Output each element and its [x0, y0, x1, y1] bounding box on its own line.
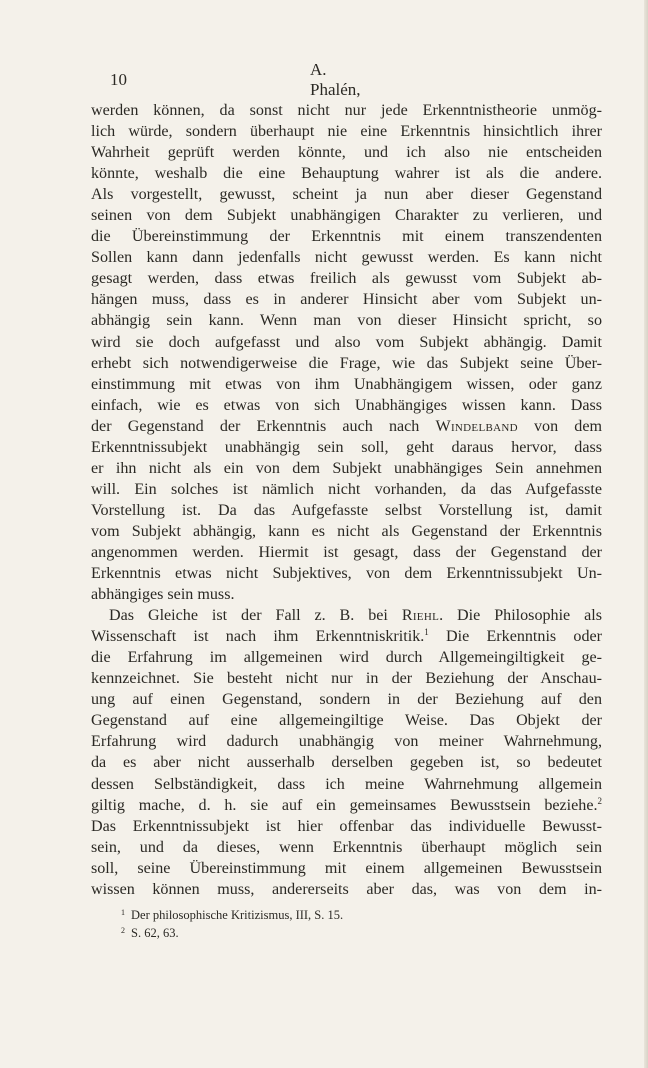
- text-fragment: Das Gleiche ist der Fall z. B. bei: [109, 607, 402, 625]
- text-line-footnote-2: [91, 795, 602, 816]
- text-line: abhängiges sein muss.: [91, 586, 235, 604]
- text-line: vom Subjekt abhängig, kann es nicht als Gegenstand der Erkenntnis: [91, 522, 602, 540]
- text-line: die Übereinstimmung der Erkenntnis mit einem transzendenten: [91, 228, 602, 246]
- footnote: [121, 906, 521, 924]
- text-line: gesagt werden, dass etwas freilich als gewusst vom Subjekt ab-: [91, 270, 602, 288]
- text-line: werden können, da sonst nicht nur jede Erkenntnistheorie unmög-: [91, 102, 602, 119]
- text-line: einfach, wie es etwas von sich Unabhängiges wissen kann. Dass: [91, 396, 602, 414]
- body-text: [91, 100, 602, 900]
- text-line: Erkenntnis etwas nicht Subjektives, von dem Erkenntnissubjekt Un-: [91, 565, 602, 583]
- text-fragment: Die Erkenntnis oder: [428, 628, 602, 646]
- text-line: seinen von dem Subjekt unabhängigen Charakter zu verlieren, und: [91, 207, 602, 225]
- footnote-number: 2: [121, 926, 125, 935]
- text-line: Vorstellung ist. Da das Aufgefasste selbst Vorstellung ist, damit: [91, 501, 602, 519]
- running-head-author: A. Phalén,: [310, 60, 361, 99]
- page-number: 10: [110, 70, 127, 89]
- text-line: soll, seine Übereinstimmung mit einem allgemeinen Bewusstsein: [91, 859, 602, 877]
- text-line: angenommen werden. Hiermit ist gesagt, dass der Gegenstand der: [91, 543, 602, 561]
- text-line: Gegenstand auf eine allgemeingiltige Weise. Das Objekt der: [91, 712, 602, 730]
- text-line-footnote-1: [91, 626, 602, 647]
- footnote-text: Der philosophische Kritizismus, III, S. 15.: [131, 908, 344, 922]
- footnote-mark[interactable]: 1: [424, 627, 429, 638]
- footnote: [121, 924, 521, 942]
- text-line: er ihn nicht als ein von dem Subjekt unabhängiges Sein annehmen: [91, 459, 602, 477]
- footnote-mark[interactable]: 2: [597, 795, 602, 806]
- text-fragment: der Gegenstand der Erkenntnis auch nach: [91, 417, 436, 435]
- text-line: Sollen kann dann jedenfalls nicht gewusst werden. Es kann nicht: [91, 249, 602, 267]
- text-line: wissen können muss, andererseits aber das, was von dem in-: [91, 880, 602, 898]
- text-line: Erkenntnissubjekt unabhängig sein soll, geht daraus hervor, dass: [91, 438, 602, 456]
- footnotes: [121, 906, 521, 942]
- text-fragment: . Die Philosophie als: [439, 607, 602, 625]
- text-line: erhebt sich notwendigerweise die Frage, wie das Subjekt seine Über-: [91, 354, 602, 372]
- text-line: sein, und da dieses, wenn Erkenntnis überhaupt möglich sein: [91, 838, 602, 856]
- text-line: kennzeichnet. Sie besteht nicht nur in der Beziehung der Anschau-: [91, 670, 602, 688]
- text-fragment: Wissenschaft ist nach ihm Erkenntniskritik.: [91, 628, 425, 646]
- text-line: dessen Selbständigkeit, dass ich meine Wahrnehmung allgemein: [91, 775, 602, 793]
- text-fragment: giltig mache, d. h. sie auf ein gemeinsames Bewusstsein beziehe.: [91, 796, 598, 814]
- text-line: Als vorgestellt, gewusst, scheint ja nun aber dieser Gegenstand: [91, 186, 602, 204]
- text-line: die Erfahrung im allgemeinen wird durch Allgemeingiltigkeit ge-: [91, 649, 602, 667]
- text-line: will. Ein solches ist nämlich nicht vorhanden, da das Aufgefasste: [91, 480, 602, 498]
- text-line: Erfahrung wird dadurch unabhängig von meiner Wahrnehmung,: [91, 733, 602, 751]
- text-line: könnte, weshalb die eine Behauptung wahrer ist als die andere.: [91, 165, 602, 183]
- text-line: einstimmung mit etwas von ihm Unabhängigem wissen, oder ganz: [91, 375, 602, 393]
- page-edge: [644, 0, 648, 1068]
- text-line: Wahrheit geprüft werden könnte, und ich also nie entscheiden: [91, 144, 602, 162]
- text-line-riehl: [91, 605, 602, 626]
- text-line: ung auf einen Gegenstand, sondern in der Beziehung auf den: [91, 691, 602, 709]
- text-line: lich würde, sondern überhaupt nie eine Erkenntnis hinsichtlich ihrer: [91, 123, 602, 141]
- footnote-number: 1: [121, 908, 125, 917]
- text-line: da es aber nicht ausserhalb derselben gegeben ist, so bedeutet: [91, 754, 602, 772]
- text-line: hängen muss, dass es in anderer Hinsicht aber vom Subjekt un-: [91, 291, 602, 309]
- author-name-riehl: Riehl: [401, 607, 440, 625]
- text-line: wird sie doch aufgefasst und also vom Subjekt abhängig. Damit: [91, 333, 602, 351]
- author-name-windelband: Windelband: [435, 417, 518, 435]
- text-fragment: von dem: [517, 417, 602, 435]
- text-line: Das Erkenntnissubjekt ist hier offenbar das individuelle Bewusst-: [91, 817, 602, 835]
- text-line: abhängig sein kann. Wenn man von dieser Hinsicht spricht, so: [91, 312, 602, 330]
- footnote-text: S. 62, 63.: [131, 926, 179, 940]
- running-header: [110, 60, 370, 99]
- text-line-windelband: [91, 416, 602, 437]
